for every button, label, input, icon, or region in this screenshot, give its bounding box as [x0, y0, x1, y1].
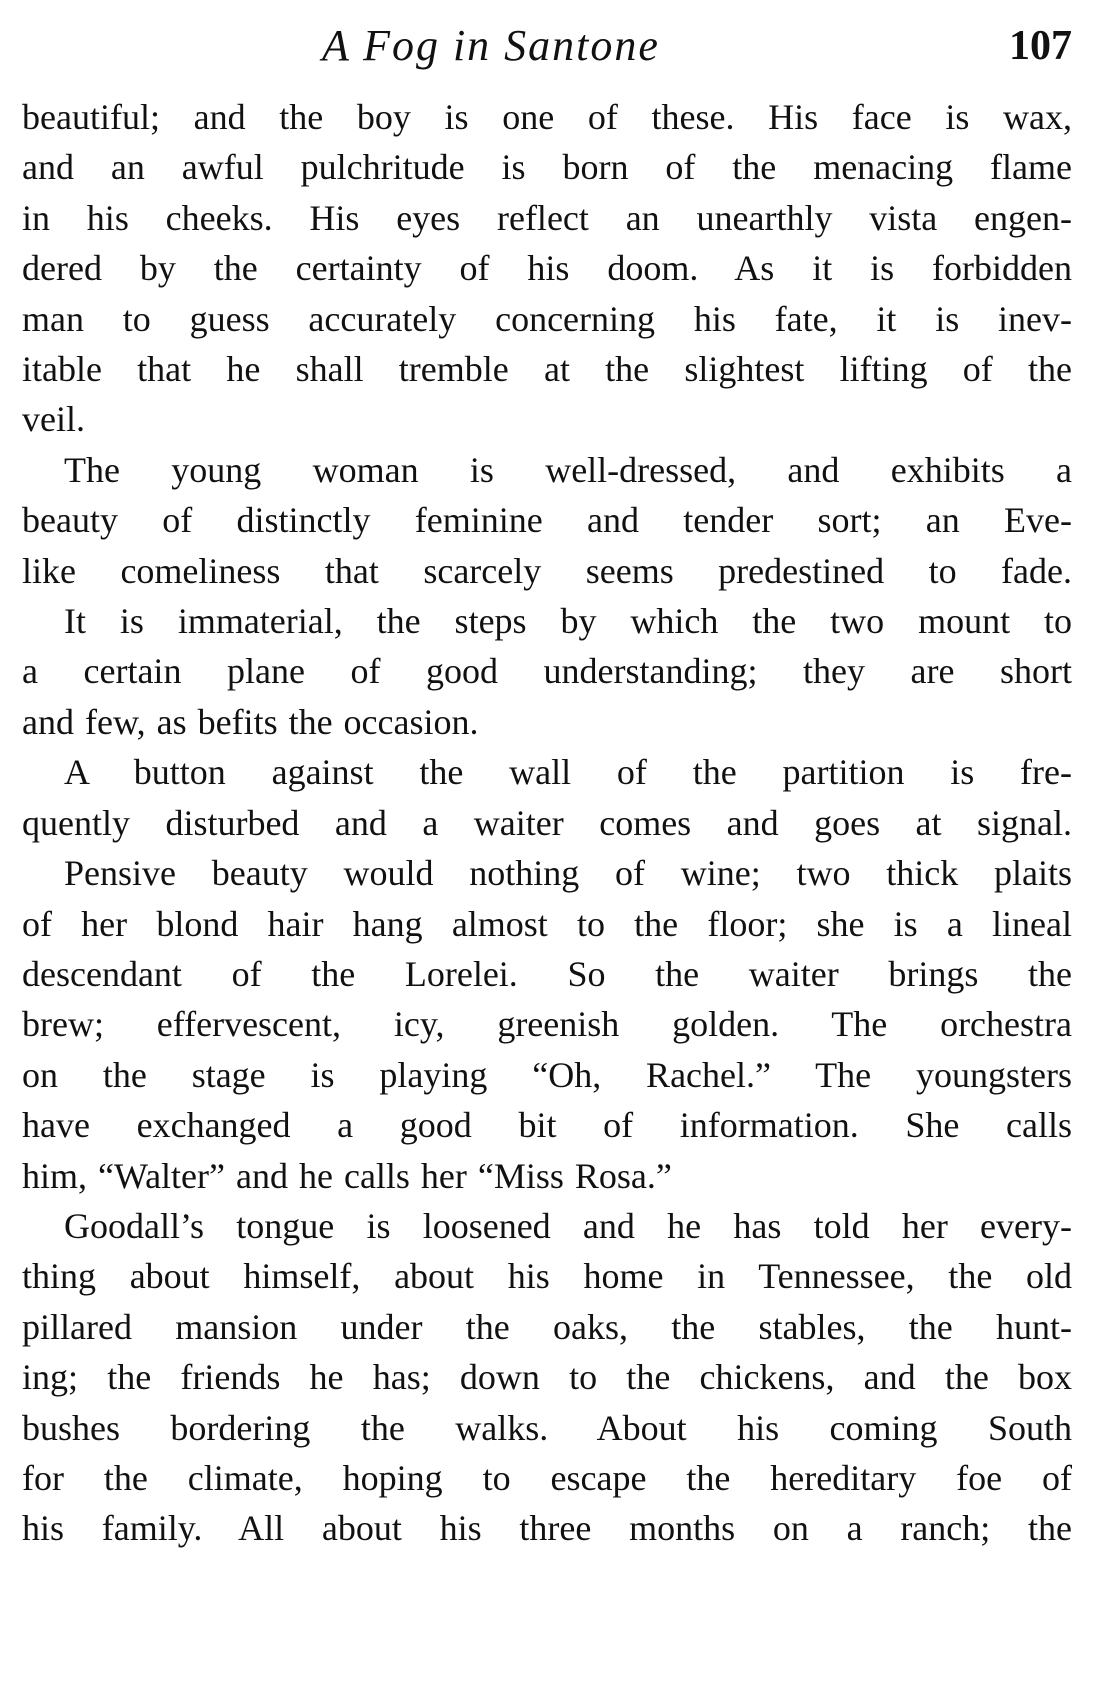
text-line: quently disturbed and a waiter comes and goes at signal. [22, 802, 1072, 843]
text-line: beautiful; and the boy is one of these. His face is wax, [22, 97, 1072, 137]
text-line: veil. [22, 399, 85, 440]
text-line: for the climate, hoping to escape the hereditary foe of [22, 1457, 1072, 1498]
text-line: his family. All about his three months on a ranch; the [22, 1508, 1072, 1549]
paragraph [22, 445, 1072, 596]
text-line: pillared mansion under the oaks, the stables, the hunt- [22, 1306, 1072, 1347]
text-line: have exchanged a good bit of information. She calls [22, 1105, 1072, 1146]
text-line: ing; the friends he has; down to the chickens, and the box [22, 1357, 1072, 1398]
text-line: man to guess accurately concerning his fate, it is inev- [22, 298, 1072, 339]
text-line: of her blond hair hang almost to the floor; she is a lineal [22, 903, 1072, 944]
text-line: beauty of distinctly feminine and tender sort; an Eve- [22, 500, 1072, 541]
text-line: brew; effervescent, icy, greenish golden. The orchestra [22, 1004, 1072, 1045]
page-number: 107 [1009, 23, 1072, 69]
text-line: bushes bordering the walks. About his coming South [22, 1407, 1072, 1448]
paragraph [22, 848, 1072, 1201]
text-line: A button against the wall of the partition is fre- [64, 752, 1072, 793]
text-line: descendant of the Lorelei. So the waiter brings the [22, 953, 1072, 994]
text-line: Pensive beauty would nothing of wine; two thick plaits [64, 853, 1072, 894]
text-line: like comeliness that scarcely seems predestined to fade. [22, 550, 1072, 591]
text-line: in his cheeks. His eyes reflect an unearthly vista engen- [22, 197, 1072, 238]
text-line: Goodall’s tongue is loosened and he has told her every- [64, 1205, 1072, 1246]
text-line: itable that he shall tremble at the slightest lifting of the [22, 349, 1072, 390]
paragraph [22, 596, 1072, 747]
paragraph [22, 1201, 1072, 1554]
text-line: and few, as befits the occasion. [22, 701, 479, 742]
paragraph [22, 747, 1072, 848]
body-text [22, 92, 1072, 1554]
paragraph [22, 92, 1072, 445]
running-head [22, 14, 1072, 78]
text-line: dered by the certainty of his doom. As it is forbidden [22, 248, 1072, 289]
text-line: It is immaterial, the steps by which the two mount to [64, 601, 1072, 642]
text-line: on the stage is playing “Oh, Rachel.” The youngsters [22, 1054, 1072, 1095]
text-line: The young woman is well-dressed, and exhibits a [64, 449, 1072, 490]
chapter-title: A Fog in Santone [322, 21, 660, 70]
text-line: and an awful pulchritude is born of the menacing flame [22, 147, 1072, 188]
text-line: thing about himself, about his home in Tennessee, the old [22, 1256, 1072, 1297]
text-line: him, “Walter” and he calls her “Miss Rosa.” [22, 1155, 672, 1196]
text-line: a certain plane of good understanding; they are short [22, 651, 1072, 692]
